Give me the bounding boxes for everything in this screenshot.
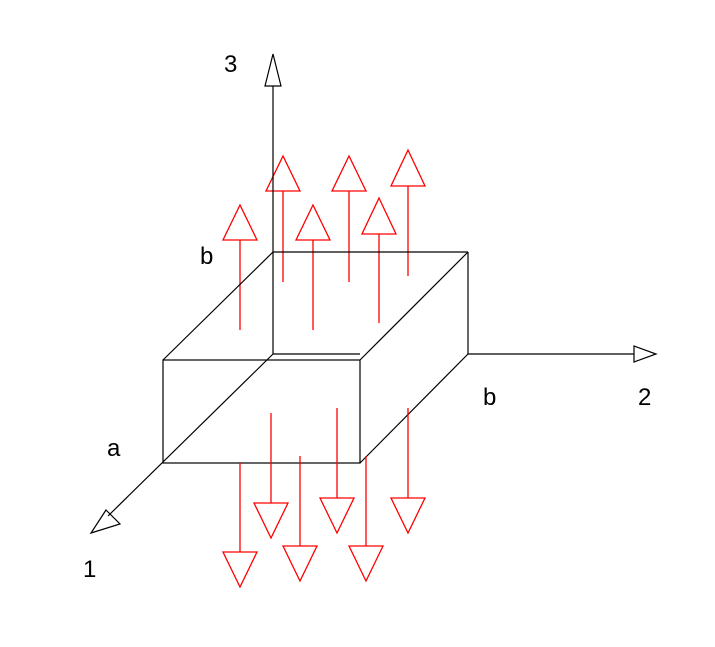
downward-arrow — [283, 456, 317, 581]
axis-1-line — [108, 354, 273, 516]
axis-2-label: 2 — [638, 384, 652, 411]
edge-b-width-label: b — [483, 384, 497, 411]
upward-arrow — [332, 156, 366, 282]
downward-arrows — [223, 408, 425, 587]
axis-1-label: 1 — [83, 556, 97, 583]
edge-a-label: a — [107, 435, 121, 462]
axis-3-label: 3 — [224, 51, 238, 78]
upward-arrow — [391, 150, 425, 276]
block — [163, 252, 468, 463]
axis-3-arrowhead — [265, 54, 281, 86]
downward-arrow — [320, 408, 354, 533]
upward-arrow — [223, 205, 257, 330]
axes — [91, 54, 656, 533]
upward-arrow — [266, 156, 300, 282]
upward-arrow — [296, 205, 330, 330]
downward-arrow — [254, 413, 288, 538]
edge-b-depth-label: b — [200, 243, 214, 270]
axis-1-arrowhead — [91, 510, 120, 533]
downward-arrow — [349, 456, 383, 581]
upward-arrows — [223, 150, 425, 330]
axis-2-arrowhead — [634, 346, 656, 362]
upward-arrow — [362, 198, 396, 323]
downward-arrow — [223, 463, 257, 587]
